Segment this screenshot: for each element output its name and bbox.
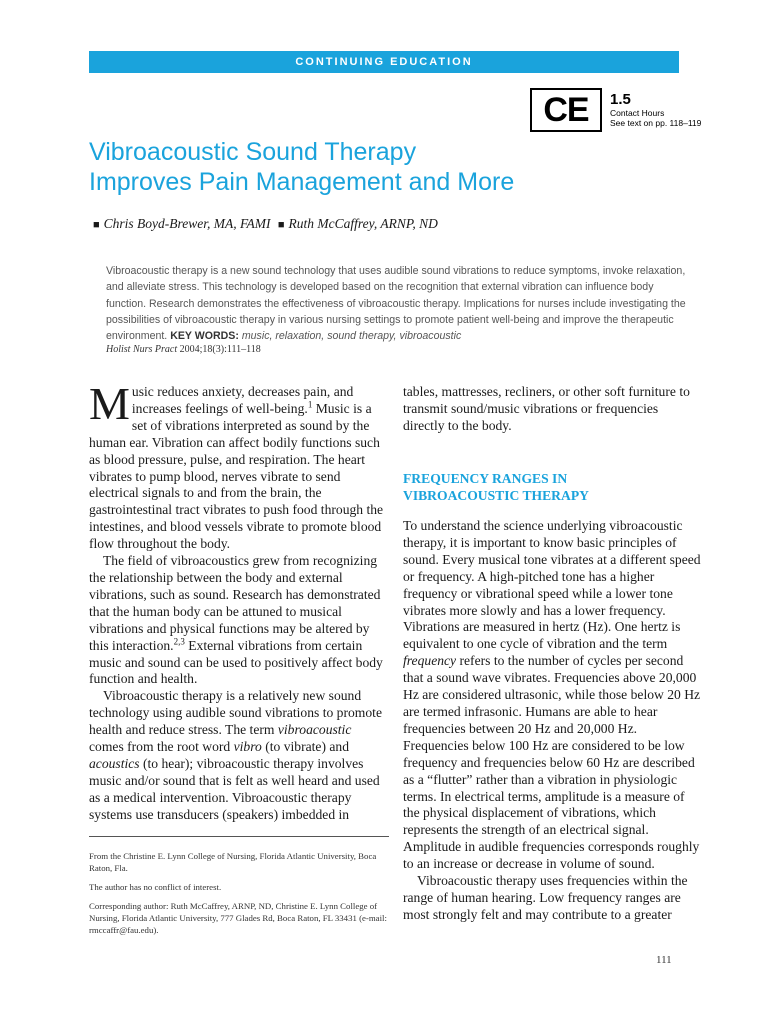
text-run: The field of vibroacoustics grew from recognizing the relationship between the body and external vibrations, such as sound. Research has demonstrated that the human body can be attuned to musical vibrations and physical functions may be altered by this interaction. xyxy=(89,553,381,653)
ce-hours: 1.5 xyxy=(610,91,631,108)
drop-cap: M xyxy=(89,378,130,429)
text-run: refers to the number of cycles per second that a sound wave vibrates. Frequencies above 20,000 Hz are considered ultrasonic, while those below 20 Hz are termed infrasonic. Humans are able to hear frequencies between 20 Hz and 20,000 Hz. Frequencies below 100 Hz are considered to be low frequency and frequencies below 60 Hz are described as a “flutter” rather than a vibration in physiologic terms. In electrical terms, amplitude is a measure of the physical displacement of vibrations, which represents the strength of an electrical signal. Amplitude in audible frequencies corresponds roughly to an increase or decrease in volume of sound. xyxy=(403,653,701,872)
text-run: To understand the science underlying vibroacoustic therapy, it is important to know basic principles of sound. Every musical tone vibrates at a different speed or frequency. A high-pitched tone has a higher frequency or vibrational speed while a lower tone vibrates more slowly and has a lower frequency. Vibrations are measured in hertz (Hz). One hertz is equivalent to one cycle of vibration and the term xyxy=(403,518,701,652)
paragraph: Vibroacoustic therapy uses frequencies within the range of human hearing. Low frequency ranges are most strongly felt and may contribute to a greater xyxy=(403,873,688,922)
section-banner: CONTINUING EDUCATION xyxy=(89,51,679,73)
text-run: Music is a set of vibrations interpreted as sound by the human ear. Vibration can affect bodily functions such as blood pressure, pulse, and respiration. The heart vibrates to pump blood, nerves vibrate to send electrical signals to and from the brain, the gastrointestinal tract vibrates to push food through the intestines, and blood vessels vibrate to promote blood flow throughout the body. xyxy=(89,400,384,552)
paragraph xyxy=(89,553,389,688)
text-run: (to vibrate) and xyxy=(265,739,350,755)
bullet-square-icon: ■ xyxy=(93,219,100,231)
right-column-body xyxy=(403,518,703,924)
text-run: Vibroacoustic therapy is a relatively new sound technology using audible sound vibrations to promote health and reduce stress. The term xyxy=(89,688,382,738)
section-heading-line: FREQUENCY RANGES IN xyxy=(403,471,568,486)
ce-info xyxy=(610,92,730,128)
left-column xyxy=(89,378,389,824)
footnote-ref: 1 xyxy=(307,399,313,410)
abstract-body: Vibroacoustic therapy is a new sound technology that uses audible sound vibrations to reduce symptoms, invoke relaxation, and alleviate stress. This technology is developed based on the recognition that external vibration can influence body function. Research demonstrates the effectiveness of vibroacoustic therapy. Implications for nurses include investigating the possibilities of vibroacoustic therapy in various nursing settings to promote patient well-being and improve the therapeutic environment. xyxy=(106,265,686,343)
section-heading-line: VIBROACOUSTIC THERAPY xyxy=(403,488,589,503)
paragraph xyxy=(89,688,389,823)
text-run: External vibrations from certain music and sound can be used to positively affect body function and health. xyxy=(89,637,383,687)
right-column-top xyxy=(403,384,703,435)
paragraph xyxy=(89,378,389,553)
italic-term: vibro xyxy=(233,739,262,755)
keywords-label: KEY WORDS: xyxy=(170,330,239,343)
bullet-square-icon: ■ xyxy=(277,219,285,231)
author-name: Chris Boyd-Brewer, MA, FAMI xyxy=(103,216,271,231)
article-title-line-2: Improves Pain Management and More xyxy=(89,168,515,196)
article-title xyxy=(89,137,549,197)
article-title-line-1: Vibroacoustic Sound Therapy xyxy=(89,138,417,166)
italic-term: frequency xyxy=(403,653,457,669)
journal-name: Holist Nurs Pract xyxy=(106,344,178,355)
text-run: comes from the root word xyxy=(89,739,231,755)
abstract xyxy=(106,263,688,344)
author-list xyxy=(89,216,689,232)
footnote-divider xyxy=(89,836,389,837)
italic-term: vibroacoustic xyxy=(277,722,352,738)
page-number: 111 xyxy=(656,954,672,966)
author-name: Ruth McCaffrey, ARNP, ND xyxy=(288,216,438,231)
keywords: music, relaxation, sound therapy, vibroacoustic xyxy=(241,330,462,343)
citation-details: 2004;18(3):111–118 xyxy=(179,344,261,355)
affiliation-note: From the Christine E. Lynn College of Nursing, Florida Atlantic University, Boca Raton, Fla. xyxy=(89,851,377,873)
paragraph xyxy=(403,518,703,873)
footnote-ref: 2,3 xyxy=(173,636,185,647)
section-heading xyxy=(403,470,703,504)
correspondence-note: Corresponding author: Ruth McCaffrey, ARNP, ND, Christine E. Lynn College of Nursing, Florida Atlantic University, 777 Glades Rd, Boca Raton, FL 33431 (e-mail: rmccaffr@fau.edu). xyxy=(89,901,387,935)
ce-contact-hours: Contact Hours xyxy=(610,108,665,118)
citation xyxy=(106,344,261,355)
text-run: (to hear); vibroacoustic therapy involves music and/or sound that is felt as well heard and used as a medical intervention. Vibroacoustic therapy systems use transducers (speakers) imbedded in xyxy=(89,755,380,822)
ce-badge: CE xyxy=(530,88,602,132)
italic-term: acoustics xyxy=(89,755,140,771)
conflict-note: The author has no conflict of interest. xyxy=(89,882,222,892)
text-run: usic reduces anxiety, decreases pain, and increases feelings of well-being. xyxy=(131,384,354,416)
paragraph: tables, mattresses, recliners, or other soft furniture to transmit sound/music vibrations or frequencies directly to the body. xyxy=(403,384,690,433)
footnotes xyxy=(89,850,389,943)
ce-see-text: See text on pp. 118–119 xyxy=(610,118,702,128)
